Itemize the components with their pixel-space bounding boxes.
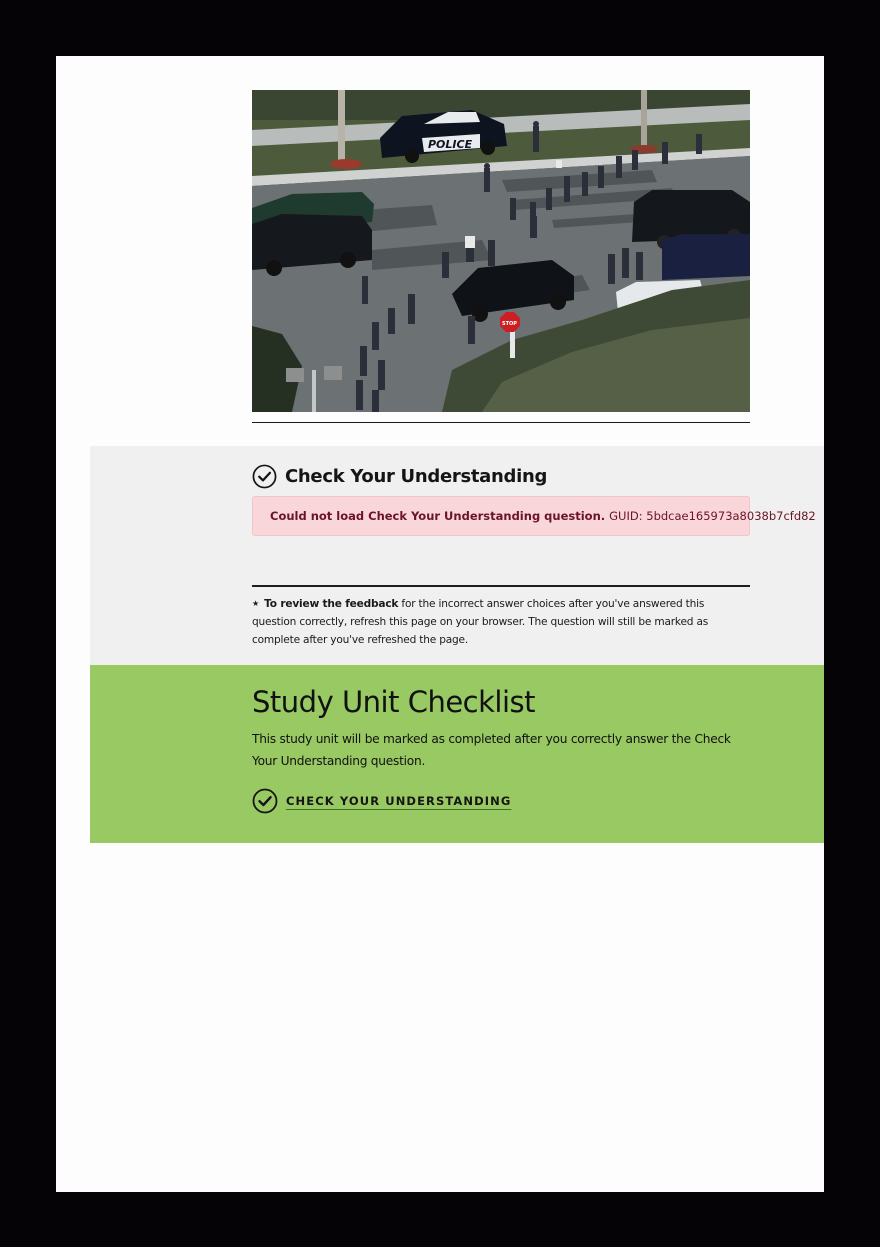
note-divider [252,585,750,587]
page [56,56,824,1192]
error-alert [252,496,816,536]
svg-text:POLICE: POLICE [428,138,473,151]
check-circle-icon [252,464,277,489]
news-photo [252,90,750,412]
study-unit-checklist-section [90,665,824,843]
check-your-understanding-section [90,446,824,665]
cyu-title: Check Your Understanding [285,466,548,487]
svg-text:STOP: STOP [502,321,517,327]
check-circle-icon [252,788,278,814]
photo-illustration [252,90,750,412]
checklist-description: This study unit will be marked as completed after you correctly answer the Check Your Understanding question. [252,732,731,768]
note-lead: To review the feedback [264,598,399,610]
cyu-heading [252,464,547,489]
photo-divider [252,422,750,423]
feedback-note [252,595,750,649]
checklist-item-label[interactable]: CHECK YOUR UNDERSTANDING [286,794,512,808]
checklist-title: Study Unit Checklist [252,685,536,719]
guid-label: GUID: [609,509,643,523]
star-icon: ★ [252,599,259,608]
note-text: for the incorrect answer choices after you've answered this question correctly, refresh this page on your browser. The question will still be marked as complete after you've refreshed the page. [252,598,709,646]
guid-value: 5bdcae165973a8038b7cfd82 [646,509,816,523]
checklist-item-check-your-understanding[interactable] [252,788,511,814]
error-message: Could not load Check Your Understanding question. [270,509,606,523]
